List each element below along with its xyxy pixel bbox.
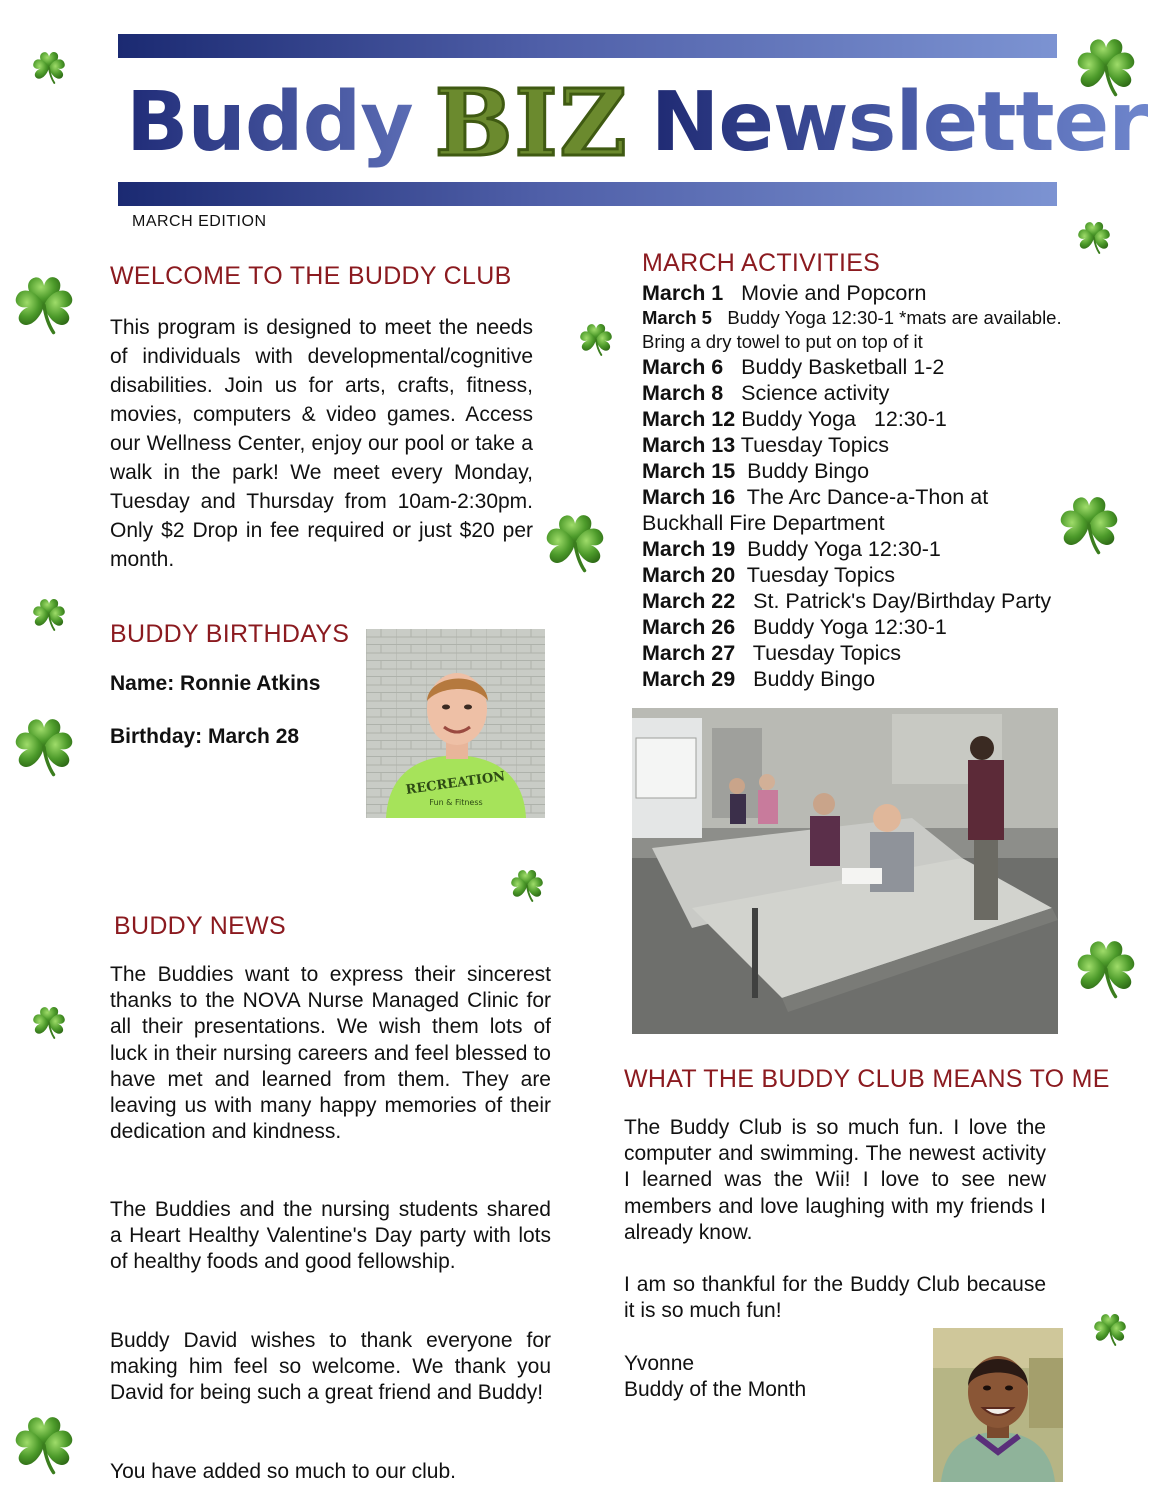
clover-icon xyxy=(30,595,68,633)
title-buddy: Buddy xyxy=(126,75,413,170)
newsletter-title xyxy=(126,68,1148,177)
activity-item: March 1 Movie and Popcorn xyxy=(642,281,927,305)
activity-item: March 16 The Arc Dance-a-Thon at Buckhall Fire Department xyxy=(642,485,995,535)
clover-icon xyxy=(30,1003,68,1041)
clover-icon xyxy=(10,712,78,780)
activity-item: March 15 Buddy Bingo xyxy=(642,459,870,483)
activity-item: March 27 Tuesday Topics xyxy=(642,641,901,665)
clover-icon xyxy=(1055,490,1123,558)
birthday-name: Name: Ronnie Atkins xyxy=(110,672,321,695)
svg-text:RECREATION: RECREATION xyxy=(404,769,507,798)
group-photo xyxy=(632,708,1058,1034)
clover-icon xyxy=(1075,218,1113,256)
birthday-date: Birthday: March 28 xyxy=(110,725,300,748)
activities-list xyxy=(642,280,1102,692)
activity-item: March 26 Buddy Yoga 12:30-1 xyxy=(642,615,947,639)
news-paragraph-2: The Buddies and the nursing students shared a Heart Healthy Valentine's Day party with lots of healthy foods and good fellowship. xyxy=(110,1198,551,1274)
welcome-heading: WELCOME TO THE BUDDY CLUB xyxy=(110,262,512,290)
activity-item: March 5 Buddy Yoga 12:30-1 *mats are available. Bring a dry towel to put on top of it xyxy=(642,307,1067,352)
means-paragraph-2: I am so thankful for the Buddy Club because it is so much fun! xyxy=(624,1273,1046,1323)
clover-icon xyxy=(1072,934,1140,1002)
clover-icon xyxy=(10,1410,78,1478)
banner-bottom-bar xyxy=(118,182,1057,206)
ronnie-photo xyxy=(366,629,545,818)
means-paragraph-1: The Buddy Club is so much fun. I love the computer and swimming. The newest activity I learned was the Wii! I love to see new members and love laughing with my friends I already know. xyxy=(624,1116,1046,1244)
activity-item: March 19 Buddy Yoga 12:30-1 xyxy=(642,537,941,561)
clover-icon xyxy=(541,508,609,576)
svg-text:Fun & Fitness: Fun & Fitness xyxy=(429,798,483,807)
activity-item: March 13 Tuesday Topics xyxy=(642,433,889,457)
banner-top-bar xyxy=(118,34,1057,58)
means-heading: WHAT THE BUDDY CLUB MEANS TO ME xyxy=(624,1065,1110,1093)
title-biz: BIZ xyxy=(434,68,629,177)
news-paragraph-1: The Buddies want to express their sincerest thanks to the NOVA Nurse Managed Clinic for all their presentations. We wish them lots of luck in their nursing careers and feel blessed to have met and learned from them. They are leaving us with many happy memories of their dedication and kindness. xyxy=(110,963,551,1144)
activity-item: March 8 Science activity xyxy=(642,381,890,405)
activity-item: March 22 St. Patrick's Day/Birthday Party xyxy=(642,589,1052,613)
news-paragraph-3: Buddy David wishes to thank everyone for making him feel so welcome. We thank you David for being such a great friend and Buddy! xyxy=(110,1329,551,1405)
clover-icon xyxy=(577,320,615,358)
clover-icon xyxy=(508,866,546,904)
clover-icon xyxy=(1091,1310,1129,1348)
edition-label: MARCH EDITION xyxy=(132,213,267,230)
clover-icon xyxy=(30,48,68,86)
activity-item: March 6 Buddy Basketball 1-2 xyxy=(642,355,945,379)
welcome-body: This program is designed to meet the needs of individuals with developmental/cognitive disabilities. Join us for arts, crafts, fitness, movies, computers & video games. Access our Wellness Center, enjoy our pool or take a walk in the park! We meet every Monday, Tuesday and Thursday from 10am-2:30pm. Only $2 Drop in fee required or just $20 per month. xyxy=(110,316,533,571)
title-newsletter: Newsletter xyxy=(650,75,1148,170)
clover-icon xyxy=(10,270,78,338)
activity-item: March 29 Buddy Bingo xyxy=(642,667,876,691)
signature-name: Yvonne xyxy=(624,1352,695,1375)
news-paragraph-4: You have added so much to our club. xyxy=(110,1460,456,1483)
news-heading: BUDDY NEWS xyxy=(114,912,287,940)
signature-title: Buddy of the Month xyxy=(624,1378,807,1401)
activity-item: March 20 Tuesday Topics xyxy=(642,563,895,587)
activity-item: March 12 Buddy Yoga 12:30-1 xyxy=(642,407,947,431)
yvonne-photo xyxy=(933,1328,1063,1482)
activities-heading: MARCH ACTIVITIES xyxy=(642,249,881,277)
birthdays-heading: BUDDY BIRTHDAYS xyxy=(110,620,350,648)
clover-icon xyxy=(1072,32,1140,100)
